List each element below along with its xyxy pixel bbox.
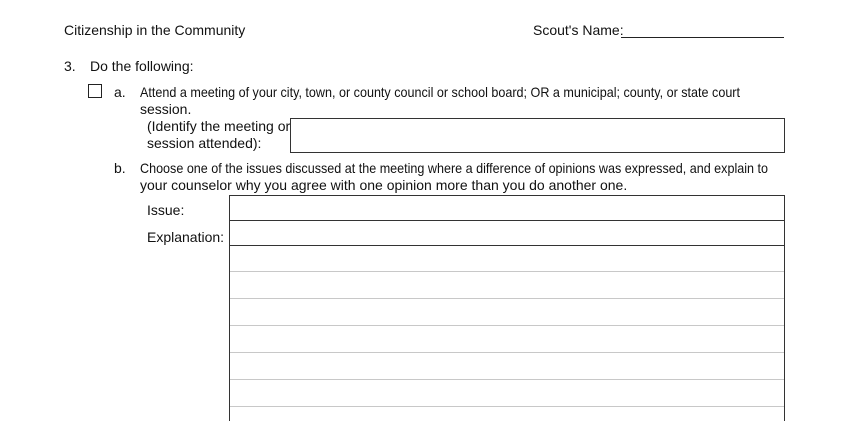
scout-name-field[interactable] — [621, 37, 784, 38]
requirement-number: 3. — [64, 58, 76, 74]
explanation-line — [230, 352, 784, 353]
meeting-field-label-line2: session attended): — [147, 135, 262, 151]
explanation-line — [230, 325, 784, 326]
explanation-line — [230, 379, 784, 380]
form-title: Citizenship in the Community — [64, 22, 246, 38]
item-a-text-line1: Attend a meeting of your city, town, or county council or school board; OR a municipal; county, or state court — [140, 84, 740, 100]
item-b-letter: b. — [114, 160, 126, 176]
item-b-text-line1: Choose one of the issues discussed at the meeting where a difference of opinions was expressed, and explain to — [140, 160, 768, 176]
requirement-a-checkbox[interactable] — [88, 84, 102, 98]
scout-name-label: Scout's Name: — [533, 22, 624, 38]
requirement-instruction: Do the following: — [90, 58, 194, 74]
explanation-label: Explanation: — [147, 229, 225, 245]
explanation-line — [230, 406, 784, 407]
explanation-input[interactable] — [229, 221, 785, 421]
item-a-letter: a. — [114, 84, 126, 100]
item-a-text-line2: session. — [140, 101, 192, 117]
explanation-line — [230, 271, 784, 272]
explanation-line — [230, 245, 784, 246]
explanation-line — [230, 298, 784, 299]
issue-input[interactable] — [229, 195, 785, 221]
item-b-text-line2: your counselor why you agree with one opinion more than you do another one. — [140, 177, 628, 193]
meeting-attended-input[interactable] — [290, 118, 785, 153]
issue-label: Issue: — [147, 202, 185, 218]
meeting-field-label-line1: (Identify the meeting or — [147, 118, 291, 134]
